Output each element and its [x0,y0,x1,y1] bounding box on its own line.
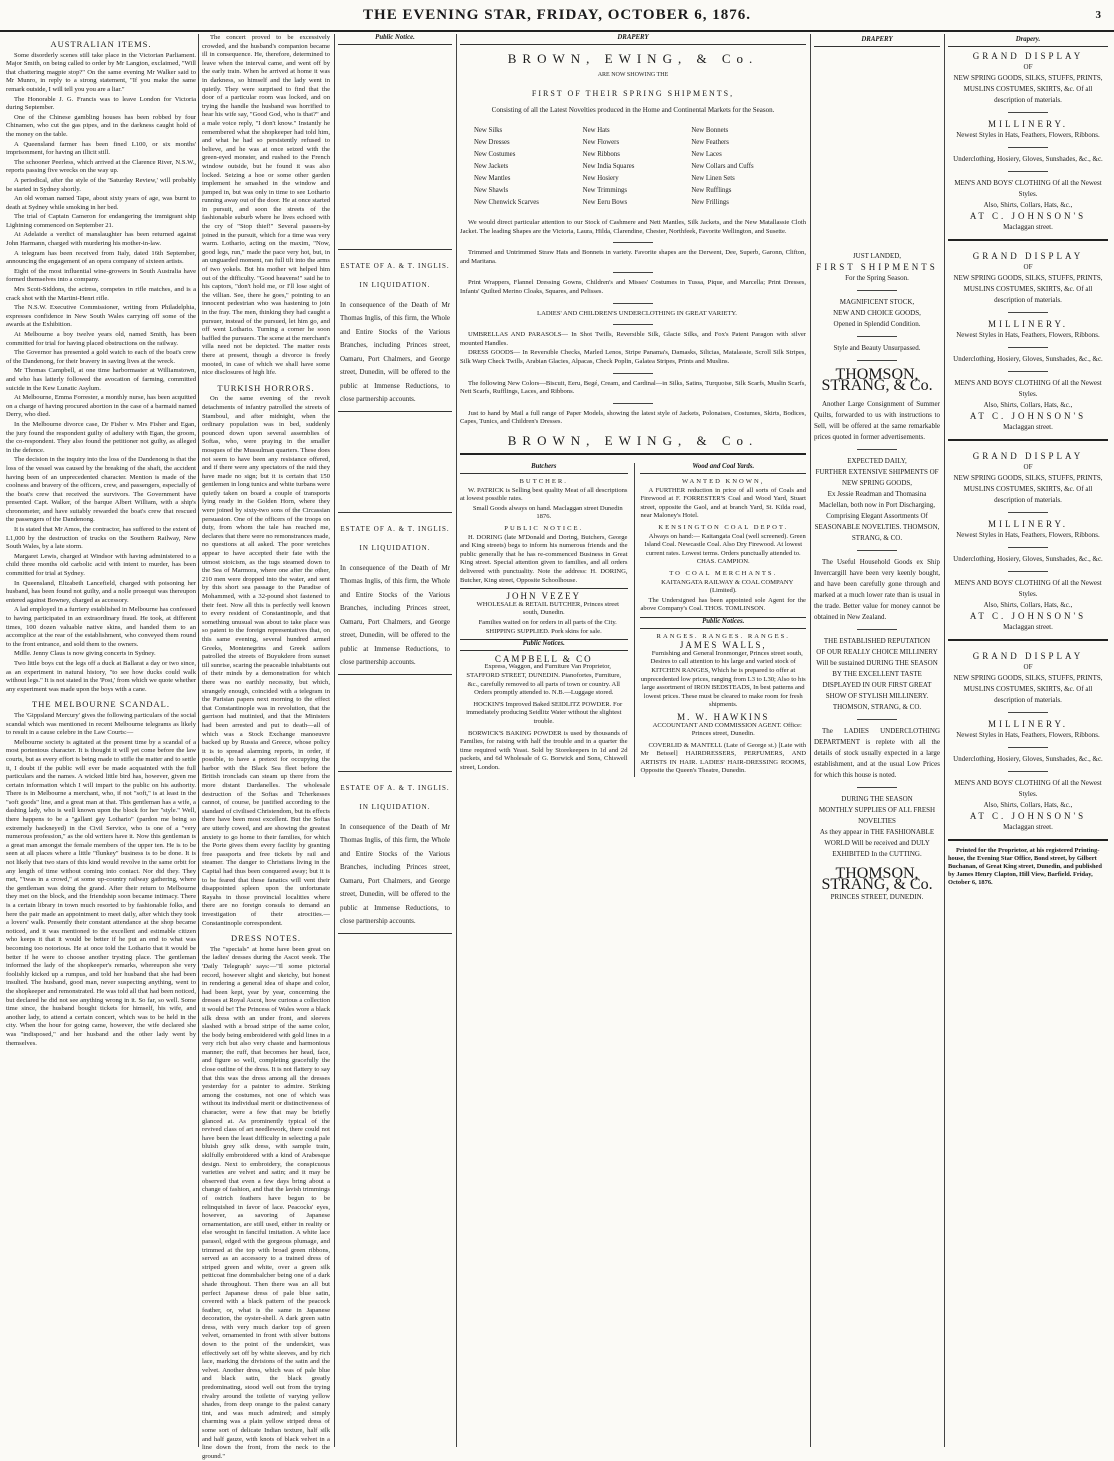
article-paragraph: The decision in the inquiry into the loss of the Dandenong is that the loss of the vessel was caused by the breaking of the shaft, the accident having been of an unprecedented character. Mention is made of the coolness and bravery of the officers, crew, and passengers, especially of the boat's crew that received the survivors. The Government have presented Capt. Walker, of the barque Albert William, with a ship's chronometer, and have suitably rewarded the boat's crew that rescued the passengers of the Dandenong. [6,456,196,524]
ad-line: MILLINERY. [987,719,1069,729]
divider [857,629,897,630]
first-shipments: FIRST OF THEIR SPRING SHIPMENTS, [531,88,735,98]
divider [857,719,897,720]
article-paragraph: The Governor has presented a gold watch to each of the boat's crew of the Dandenong, for their bravery in saving lives at the wreck. [6,349,196,365]
goods-item: New Hats [582,126,610,134]
article-paragraph: On the same evening of the revolt detachments of infantry patrolled the streets of Stamboul, and after midnight, when the ordinary population was in bed, suddenly pounced down upon several assemblies of Softas, who, were praying in the smaller mosques of the Mussulman quarters. These does not seem to have been any resistance offered, and if there were any spectators of the raid they have made no sign; but it is certain that 150 gentlemen in long tunics and white turbans were quietly taken on board a couple of transports lying ready in the Golden Horn, where they were joined by sixty-two sons of the Circassian persuasion. One of the officers of the troops on duty, from whom the tale has reached me, declares that there were no remonstrances made, no questions at all asked. The poor wretches appear to have accepted their fate with the utmost stoicism, as the tugs steamed down to the Sea of Marmora, where one after the other, 210 men were dropped into the water, and sent by this short sea passage to the Paradise of Mohammed, with a 32-pound shot fastened to their feet. Now all this is perfectly well known to every resident of Constantinople, and that something unusual was about to take place was so patent to the foreign representatives that, on this same evening, several hundred armed Greeks, Montenegrins and Greek sailors patrolled the streets of Buyukdere from sunset till sunrise, scaring the peaceable inhabitants out of their minds by a demonstration for which there was no earthly necessity, but which, strangely enough, coincided with a telegram in the Parisian papers next morning to the effect that Constantinople was in revolution, that the garrison had mutinied, and that the Ministers had been arrested and put to death—all of which was a Stock Exchange manoeuvre backed up by Russia and Greece, whose policy it is to spread alarming reports, in order, if possible, to have a pretext for occupying the harbor with the Black Sea fleet before the British ironclads can steam up there from the more distant Dardanelles. The wholesale destruction of the Softas and Tcherkesses cannot, of course, be justified according to the standard of civilised Christendom, but its effects there have been most excellent. But the Softas are utterly cowed, and are showing the greatest anxiety to go home to their families, for which the Porte gives them every facility by granting free passports and free tickets by rail and steamer. The danger to Christians living in the Capital had thus been conquered away; but it is to be feared that these fanatics will vent their disappointed spleen upon the unfortunate Rayahs in those provincial localities where there are no foreign consuls to demand an investigation of their atrocities.—Constantinople correspondent. [202,395,330,927]
ad-line: DURING THE SEASON [841,795,913,803]
article-paragraph: Some disorderly scenes still take place in the Victorian Parliament. Major Smith, on being called to order by Mr Langton, exclaimed, "Will that chattering magpie stop?" On the same evening Mr Walker said to Mr Munro, in reply to a strong statement, "If you make the same remark outside, I will tell you you are a liar." [6,51,196,93]
ad-title: M. W. HAWKINS [677,711,770,722]
column-thomson-strang [814,34,940,1447]
ad-line: PRINCES STREET, DUNEDIN. [830,893,924,901]
ad-line: AT C. JOHNSON'S [969,611,1087,621]
column-brown-ewing [460,34,806,1447]
divider [1008,112,1048,113]
masthead-title: THE EVENING STAR, FRIDAY, OCTOBER 6, 1876. [363,7,751,23]
article-paragraph: The "specials" at home have been great on the ladies' dresses during the Ascot week. The 'Daily Telegraph' says:—"Il some pictorial record, however slight and sketchy, but honest in rendering a general idea of shape and color, had been kept, year by year, concerning the dresses at Royal Ascot, how curious a collection it would be! The Princess of Wales wore a black silk dress with an under front, and sleeves slashed with a broad stripe of the same color, the body being embroidered with gold lines in a very rich but also very chaste and harmonious manner; the ruff, that becomes her head, face, and figure so well, completing gracefully the close outline of the dress. It is not flattery to say that this was the dress among all the dresses yesterday for a painter to admire. Striking among the costumes, not one of which was without its individual merit or distinctiveness of character, were a few that may be briefly glanced at. As prominently typical of the revived class of art needlework, there could not have been the least difficulty in selecting a pale bluish grey silk dress, with sample train, skilfully embroidered with a kind of Arabesque design. Next to embroidery, the conspicuous varieties are velvet and satin; and it may be observed that even a few days bring about a change of fashion, and that the lavish trimmings of ostrich feathers have begun to be relinquished in favor of lace. Peacocks' eyes, however, as savoring of Japanese ornamentation, are still used, either in reality or else wrought in fanciful imitation. A white lace parasol, edged with the gorgeous plumage, and trimmed at the top with broad green ribbons, served as an accessory to a trained dress of striped green and white, over a green silk petticoat fine dommbalcher being one of a dark shade throughout. Then there was an all but perfect Japanese dress of pale blue satin, covered with a black pattern of the peacock feather, or, what is the same in Japanese decoration, the oyster-shell. A dark green satin dress, with very much darker top of green velvet, ornamented in front with silver buttons down to the point of the underskirt, was effectively set off by white sleeves, and by rich lace, marking the divisions of the satin and the velvet. Another dress, which was of pale blue and black satin, the black greatly predominating, stood well out from the trying rivalry around the toilette of varying yellow shades, from deep orange to the palest canary tint, and was much admired; and simply charming was a plain yellow striped dress of some sort of delicate Indian texture, half silk and half gauze, with knots of black velvet in a line down the front, from the neck to the ground." [202,945,330,1460]
divider [613,324,653,325]
article-paragraph: The schooner Peerless, which arrived at the Clarence River, N.S.W., reports passing five wrecks on the way up. [6,158,196,175]
goods-item: New Frillings [691,198,729,206]
johnson-ad [948,51,1108,241]
article-paragraph: Mr Thomas Campbell, at one time harbormaster at Williamstown, and who has latterly followed the avocation of farming, committed suicide in the Kew Lunatic Asylum. [6,367,196,392]
section-header: Wood and Coal Yards. [640,463,806,474]
ad-line: Maclaggan street. [1003,423,1053,431]
ad-line: Newest Styles in Hats, Feathers, Flowers, Ribbons. [956,131,1100,139]
column-rule [334,34,335,1447]
ad-paragraph: Small Goods always on hand. Maclaggan street Dunedin 1876. [472,504,623,521]
ad-line: Newest Styles in Hats, Feathers, Flowers, Ribbons. [956,731,1100,739]
butchers-section [460,463,628,777]
goods-item: New Dresses [474,138,510,146]
ad-line: MILLINERY. [987,519,1069,529]
estate-title: ESTATE OF A. & T. INGLIS. [340,783,450,792]
ad-title: GRAND DISPLAY [972,51,1084,61]
ad-line: Also, Shirts, Collars, Hats, &c., [983,601,1073,609]
goods-item: New Bonnets [691,126,729,134]
divider [857,336,897,337]
johnson-ad [948,651,1108,841]
goods-item: New Linen Sets [691,174,735,182]
ad-title: GRAND DISPLAY [972,451,1084,461]
article-paragraph: An old woman named Tape, about sixty years of age, was burnt to death at Sydney while smoking in her bed. [6,195,196,211]
goods-item: New Silks [474,126,503,134]
article-paragraph: The trial of Captain Cameron for endangering the immigrant ship Lightning commenced on September 21. [6,213,196,229]
estate-subtitle: IN LIQUIDATION. [359,281,431,290]
divider [1008,571,1048,572]
divider [1008,371,1048,372]
goods-item: New Shawls [474,186,509,194]
ad-paragraph: LADIES' AND CHILDREN'S UNDERCLOTHING IN GREAT VARIETY. [537,309,737,317]
ad-line: OF OUR REALLY CHOICE MILLINERY [816,648,938,656]
section-header: Drapery. [948,34,1108,47]
ad-line: Underclothing, Hosiery, Gloves, Sunshades, &c., &c. [953,155,1103,163]
ad-line: NEW SPRING GOODS, SILKS, STUFFS, PRINTS, MUSLINS COSTUMES, SKIRTS, &c. Of all description of materials. [953,474,1103,504]
column-rule [634,463,635,777]
divider [857,449,897,450]
ad-paragraph: BORWICK'S BAKING POWDER is used by thousands of Families, for raising with half the trouble and in a quarter the time required with Yeast. Sold by Storekeepers in 1d and 2d packets, and 6d Wholesale of G. Borwick and Sons, Chiswell street, London. [460,729,628,771]
ad-line: Newest Styles in Hats, Feathers, Flowers, Ribbons. [956,531,1100,539]
section-header: DRAPERY [814,34,940,47]
ad-title: KENSINGTON COAL DEPOT. [658,524,789,532]
article-paragraph: Mrs Scott-Siddons, the actress, competes in rifle matches, and is a crack shot with the Martini-Henri rifle. [6,286,196,302]
divider [1008,771,1048,772]
divider [1008,512,1048,513]
ad-paragraph: UMBRELLAS AND PARASOLS— In Shot Twills, Reversible Silk, Glacie Silks, and Fox's Patent Paragon with silver mounted Handles. [460,331,806,347]
ad-line: MEN'S AND BOYS' CLOTHING Of all the Newest Styles. [954,779,1102,798]
ad-line: Ex Jessie Readman and Thomasina Maclellan, both now in Port Discharging, Comprising Elegant Assortments Of SEASONABLE NOVELTIES. THOMSON, STRANG, & CO. [814,490,940,542]
heading-australian-items: AUSTRALIAN ITEMS. [50,39,152,49]
article-paragraph: Two little boys cut the legs off a duck at Ballarat a day or two since, as an experiment in natural history, "to see how ducks could walk without legs." It is not stated in the 'Post,' from which we quote whether any experiment was made upon the boys with a cane. [6,659,196,693]
article-paragraph: In Queensland, Elizabeth Lancefield, charged with poisoning her husband, has been found not guilty, and a nolle prosequi was thereupon entered against Bowney, charged as accessory. [6,579,196,604]
divider [613,303,653,304]
ad-line: Maclaggan street. [1003,623,1053,631]
ad-paragraph: WHOLESALE & RETAIL BUTCHER, Princes street south, Dunedin. [476,600,619,617]
goods-item: New Eeru Bows [582,198,628,206]
ad-line: MEN'S AND BOYS' CLOTHING Of all the Newest Styles. [954,379,1102,398]
goods-item: New Collars and Cuffs [691,162,754,170]
firm-title: THOMSON, STRANG, & Co. [821,865,933,893]
heading-turkish-horrors: TURKISH HORRORS. [217,382,315,393]
article-paragraph: Margaret Lewis, charged at Windsor with having administered to a child three months old carbolic acid with intent to murder, has been committed for trial at Sydney. [6,552,196,578]
column-rule [456,34,457,1447]
ad-title: RANGES. RANGES. RANGES. [656,632,790,640]
column-johnson [948,34,1108,1447]
goods-item: New India Squares [582,162,635,170]
ad-line: Also, Shirts, Collars, Hats, &c., [983,801,1073,809]
ad-paragraph: H. DORING (late M'Donald and Doring, Butchers, George and King streets) begs to inform his numerous friends and the public generally that he has re-commenced Business in Great King street. Special attention given to families, and all orders delivered with punctuality. Note the address: H. DORING, Butcher, King street, Opposite Schoolhouse. [460,533,628,584]
heading-melbourne-scandal: THE MELBOURNE SCANDAL. [32,699,170,710]
ad-paragraph: We would direct particular attention to our Stock of Cashmere and Nett Mantles, Silk Jackets, and the New Matallassie Cloth Jacket. The leading Shapes are the Victoria, Laura, Hilda, Clarendine, Chester, Northfeek, Favorite Wellington, and Susette. [460,218,806,235]
ad-paragraph: The following New Colors—Biscuit, Eeru, Begé, Cream, and Cardinal—in Silks, Satins, Turquoise, Silk Scarfs, Muslin Scarfs, Nett Scarfs, Rufflings, Laces, and Ribbons. [460,379,806,396]
article-paragraph: Eight of the most influential wine-growers in South Australia have formed themselves into a company. [6,267,196,284]
firm-title: THOMSON, STRANG, & Co. [821,366,933,394]
estate-body: In consequence of the Death of Mr Thomas Inglis, of this firm, the Whole and Entire Stocks of the Various Branches, including Princes street, Oamaru, Port Chalmers, and George street, Dunedin, will be offered to the public at Immense Reductions, to close partnership accounts. [340,822,450,926]
estate-title: ESTATE OF A. & T. INGLIS. [340,261,450,270]
ad-line: OF [1023,263,1033,271]
divider [1008,171,1048,172]
johnson-ad [948,251,1108,441]
ad-line: Underclothing, Hosiery, Gloves, Sunshades, &c., &c. [953,555,1103,563]
ad-line: MILLINERY. [987,319,1069,329]
goods-list [460,121,806,213]
firm-title: BROWN, EWING, & Co. [460,437,806,456]
ad-line: OF [1023,63,1033,71]
column-public-notice [338,34,452,1447]
article-paragraph: The Honorable J. G. Francis was to leave London for Victoria during September. [6,95,196,112]
article-paragraph: At Melbourne, Emma Forrester, a monthly nurse, has been acquitted on a charge of having procured abortion in the case of a barmaid named Derry, who died. [6,394,196,419]
ad-line: OF [1023,463,1033,471]
article-paragraph: Mdlle. Jenny Claus is now giving concerts in Sydney. [14,650,156,658]
column-rule [944,34,945,1447]
johnson-ad [948,451,1108,641]
article-paragraph: The concert proved to be excessively crowded, and the husband's companion became ill in consequence. He, therefore, determined to leave when the interval came, and went off by the early train. When he arrived at home it was in darkness, so himself and the lady went in quietly. They were surprised to find that the door of a particular room was locked, and on trying the handle the husband was horrified to hear his wife say, "Good God, who is that?" and a male voice reply, "I don't know." Instantly he remembered what the shopkeeper had told him, and what he had so persistently refused to believe, and he was at once seized with the green-eyed monster, and rushed to the French window outside, but he found it was also locked. Seizing a hoe or some other garden implement he smashed in the window and jumped in, but was only in time to see Lothario running away out of the door. He at once started in pursuit, and soon the streets of the fashionable suburb where he lives echoed with the cry of "Stop thief!" Several passers-by joined in the pursuit, which for a time was very warm. Lothario, acting on the maxim, "Now, good legs, run," made the pace very hot, but, in an unguarded moment, ran full tilt into the arms of two yokels. But his mother wit helped him out of the difficulty. "Good heavens!" said he to his captors, "don't hold me, or I'll lose sight of the villian. See, there he goes," pointing to an innocent pedestrian who was hastening to join in the fray. The men, thinking they had caught a pursuer, instead of the pursued, let him go, and off went Lothario. Turning a corner he soon baffled the pursuers. The scene at the merchant's villa need not be depicted. The matter rests there at present, though a divorce is freely mooted, in case of which we shall have some nice disclosures of high life. [202,34,331,377]
ad-paragraph: Always on hand:— Kaitangata Coal (well screened). Green Island Coal. Newcastle Coal. Also Dry Firewood. At lowest current rates. Lowest terms. Orders punctually attended to. CHAS. CAMPION. [644,532,806,566]
divider [857,787,897,788]
ad-paragraph: KAITANGATA RAILWAY & COAL COMPANY (Limited). [661,578,794,595]
estate-subtitle: IN LIQUIDATION. [359,803,431,812]
estate-body: In consequence of the Death of Mr Thomas Inglis, of this firm, the Whole and Entire Stocks of the Various Branches, including Princes street, Oamaru, Port Chalmers, and George street, Dunedin, will be offered to the public at Immense Reductions, to close partnership accounts. [340,563,450,667]
article-paragraph: It is stated that Mr Amos, the contractor, has suffered to the extent of L1,000 by the destruction of trucks on the Southern Railway, New South Wales, by a late storm. [6,526,196,551]
goods-item: New Flowers [582,138,620,146]
ad-line: NEW SPRING GOODS, SILKS, STUFFS, PRINTS, MUSLINS COSTUMES, SKIRTS, &c. Of all description of materials. [953,674,1103,704]
ad-line: Maclaggan street. [1003,223,1053,231]
divider [857,360,897,361]
ad-line: MILLINERY. [987,119,1069,129]
ad-title: GRAND DISPLAY [972,651,1084,661]
ad-line: Underclothing, Hosiery, Gloves, Sunshades, &c., &c. [953,355,1103,363]
ad-line: Will be sustained DURING THE SEASON BY THE EXCELLENT TASTE DISPLAYED IN OUR FIRST GREAT SHOW OF STYLISH MILLINERY. THOMSON, STRANG, & CO. [816,659,938,711]
article-paragraph: A lad employed in a furriery established in Melbourne has confessed to having participated in an extraordinary fraud. He took, at different times, 100 dozen valuable native skins, and handed them to an accomplice at the rear of the establishment, who conveyed them round to the front entrance, and sold them to the owners. [6,606,196,648]
divider [857,290,897,291]
goods-item: New Feathers [691,138,729,146]
section-header: Public Notices. [460,639,628,651]
article-paragraph: At Melbourne a boy twelve years old, named Smith, has been committed for trial for having placed obstructions on the railway. [6,331,196,347]
ad-line: FIRST SHIPMENTS [816,262,938,272]
ad-line: Also, Shirts, Collars, Hats, &c., [983,201,1073,209]
divider [613,403,653,404]
ad-paragraph: The LADIES UNDERCLOTHING DEPARTMENT is replete with all the details of stock usually expected in a large establishment, and at the usual Low Prices for which this house is noted. [814,727,940,779]
ad-line: AT C. JOHNSON'S [969,811,1087,821]
ad-line: MONTHLY SUPPLIES OF ALL FRESH NOVELTIES [818,806,936,825]
ad-paragraph: ACCOUNTANT AND COMMISSION AGENT. Office: Princes street, Dunedin. [652,721,802,738]
ad-line: AT C. JOHNSON'S [969,411,1087,421]
ad-paragraph: The Undersigned has been appointed sole Agent for the above Company's Coal. THOS. TOMLINSON. [640,596,806,613]
ad-paragraph: HOCKIN'S Improved Baked SEIDLITZ POWDER. For immediately producing Seidlitz Water without the slightest trouble. [466,700,623,725]
estate-notice [338,249,452,412]
divider [1008,747,1048,748]
ad-paragraph: Trimmed and Untrimmed Straw Hats and Bonnets in variety. Favorite shapes are the Derwent, Dee, Superb, Garonn, Clifton, and Maritana. [460,249,806,265]
ad-title: PUBLIC NOTICE. [504,525,584,533]
divider [1008,547,1048,548]
ad-title: BUTCHER. [519,478,568,486]
divider [613,272,653,273]
ad-paragraph: Another Large Consignment of Summer Quilts, forwarded to us with instructions to Sell, will be offered at the same remarkable prices quoted in former advertisements. [814,400,940,441]
ad-paragraph: W. PATRICK is Selling best quality Meat of all descriptions at lowest possible rates. [460,486,628,503]
coal-section [640,463,806,777]
ad-line: MAGNIFICENT STOCK, [839,298,915,306]
divider [1008,147,1048,148]
ad-line: OF [1023,663,1033,671]
article-paragraph: At Adelaide a verdict of manslaughter has been returned against John Harmann, charged with murdering his mother-in-law. [6,231,196,248]
article-paragraph: The N.S.W. Executive Commissioner, writing from Philadelphia, expresses confidence in New South Wales carrying off some of the awards at the Exhibition. [6,304,196,329]
ad-paragraph: A FURTHER reduction in price of all sorts of Coals and Firewood at F. FORRESTER'S Coal and Wood Yard, Stuart street, opposite the Gaol, and at branch Yard, St. Kilda road, near Maloney's Hotel. [640,486,806,520]
estate-body: In consequence of the Death of Mr Thomas Inglis, of this firm, the Whole and Entire Stocks of the Various Branches, including Princes street, Oamaru, Port Chalmers, and George street, Dunedin, will be offered to the public at Immense Reductions, to close partnership accounts. [340,300,450,404]
estate-subtitle: IN LIQUIDATION. [359,544,431,553]
ad-line: NEW AND CHOICE GOODS, [833,309,921,317]
article-paragraph: A telegram has been received from Italy, dated 16th September, announcing the engagement of an opera company of sixteen artists. [6,249,196,266]
estate-notice [338,512,452,675]
ad-paragraph: COVERLID & MANTELL (Late of George st.) [Late with Mr Beissel] HAIRDRESSERS, PERFUMERS, AND ARTISTS IN HAIR. LADIES' HAIR-DRESSING ROOMS, Opposite the Queen's Theatre, Dunedin. [640,741,806,775]
goods-item: New Chenwick Scarves [474,198,539,206]
ad-line: EXPECTED DAILY, [847,457,907,465]
consisting-text: Consisting of all the Latest Novelties produced in the Home and Continental Markets for the Season. [491,106,775,115]
ad-line: AT C. JOHNSON'S [969,211,1087,221]
imprint: Printed for the Proprietor, at his registered Printing-house, the Evening Star Office, Bond street, by Gilbert Buchanan, of Great King street, Dunedin, and published by James Henry Clapton, Hill View, Barfield. Friday, October 6, 1876. [948,847,1102,886]
goods-item: New Jackets [474,162,509,170]
article-paragraph: The 'Gippsland Mercury' gives the following particulars of the social scandal which was mentioned in recent Melbourne telegrams as likely to result in a cause celebre in the Law Courts:— [6,711,196,737]
section-header: Public Notice. [338,34,452,45]
ad-title: TO COAL MERCHANTS. [669,570,778,577]
section-header: Butchers [460,463,628,474]
goods-item: New Ribbons [582,150,620,158]
divider [613,242,653,243]
ad-line: Style and Beauty Unsurpassed. [833,344,921,352]
ad-title: CAMPBELL & CO [494,653,593,664]
goods-item: New Rufflings [691,186,732,194]
article-paragraph: One of the Chinese gambling houses has been robbed by four Chinamen, who cut the gas pipes, and in the darkness caught hold of the money on the table. [6,113,196,138]
heading-dress-notes: DRESS NOTES. [230,933,302,944]
goods-item: New Laces [691,150,722,158]
article-paragraph: A Queensland farmer has been fined L100, or six months' imprisonment, for having an illicit still. [6,140,196,157]
masthead [0,0,1114,32]
column-rule [198,34,199,1447]
column-australian-items [6,34,196,1447]
ad-line: As they appear in THE FASHIONABLE WORLD Will be received and DULY EXHIBITED In the CUTTING. [819,828,935,858]
page-number: 3 [1095,9,1102,21]
ad-line: MEN'S AND BOYS' CLOTHING Of all the Newest Styles. [954,179,1102,198]
ad-title: WANTED KNOWN, [682,478,765,486]
divider [1008,347,1048,348]
divider [613,373,653,374]
ad-paragraph: The Useful Household Goods ex Ship Invercargill have been very keenly bought, and have been carefully gone through and marked at a much lower rate than is usual in the trade. Better value for money cannot be obtained in New Zealand. [814,558,940,621]
ad-line: Also, Shirts, Collars, Hats, &c., [983,401,1073,409]
ad-line: JUST LANDED, [852,252,902,260]
ad-line: Maclaggan street. [1003,823,1053,831]
now-showing: ARE NOW SHOWING THE [597,72,669,79]
ad-line: MEN'S AND BOYS' CLOTHING Of all the Newest Styles. [954,579,1102,598]
divider [1008,712,1048,713]
ad-paragraph: Families waited on for orders in all parts of the City. SHIPPING SUPPLIED. Pork skins for sale. [478,618,617,635]
goods-item: New Trimmings [582,186,628,194]
ad-paragraph: Express, Waggon, and Furniture Van Proprietor, STAFFORD STREET, DUNEDIN. Pianofortes, Furniture, &c., carefully removed to all parts of town or country. All Orders promptly attended to. N.B.—Luggage stored. [466,663,622,697]
estate-title: ESTATE OF A. & T. INGLIS. [340,524,450,533]
ad-title: JOHN VEZEY [460,588,628,601]
ad-line: NEW SPRING GOODS, SILKS, STUFFS, PRINTS, MUSLINS COSTUMES, SKIRTS, &c. Of all description of materials. [953,274,1103,304]
goods-item: New Costumes [474,150,516,158]
column-rule [810,34,811,1447]
ad-paragraph: Just to hand by Mail a full range of Paper Models, showing the latest style of Jackets, Polonaises, Costumes, Skirts, Bodices, Capes, Tunics, and Children's Dresses. [460,409,806,426]
ad-line: FURTHER EXTENSIVE SHIPMENTS OF NEW SPRING GOODS, [815,468,939,487]
ad-title: GRAND DISPLAY [972,251,1084,261]
divider [1008,312,1048,313]
ad-line: Newest Styles in Hats, Feathers, Flowers, Ribbons. [956,331,1100,339]
ad-line: THE ESTABLISHED REPUTATION [823,637,931,645]
firm-title: BROWN, EWING, & Co. [507,50,759,66]
estate-notice [338,771,452,934]
ad-paragraph: Print Wrappers, Flannel Dressing Gowns, Children's and Misses' Costumes in Tussa, Pique, and Marcella; Print Dresses, Infants' Quilted Merino Cloaks, Squares, and Pelisses. [460,279,806,295]
ad-paragraph: DRESS GOODS— In Reversible Checks, Marled Lenos, Stripe Panama's, Damasks, Silicias, Matalassie, Scroll Silk Stripes, Silk Warp Check Twills, Arabian Glacies, Alpacas, Check Poplin, Galatea Stripes, Prints and Muslins. [460,349,806,365]
article-paragraph: In the Melbourne divorce case, Dr Fisher v. Mrs Fisher and Egan, the jury found the respondent guilty of adultery with Egan, the groom, the co-respondent. They also found the petitioner not guilty, as alleged in the defence. [6,420,196,454]
article-paragraph: A periodical, after the style of the 'Saturday Review,' will probably be started in Sydney shortly. [6,176,196,193]
goods-item: New Mantles [474,174,511,182]
section-header: DRAPERY [460,34,806,45]
ad-line: NEW SPRING GOODS, SILKS, STUFFS, PRINTS, MUSLINS COSTUMES, SKIRTS, &c. Of all description of materials. [953,74,1103,104]
ad-line: Opened in Splendid Condition. [833,320,921,328]
column-articles [202,34,331,1460]
article-paragraph: Melbourne society is agitated at the present time by a scandal of a most portentous character. It is thought it will yet come before the law courts, but as every effort is being made to stifle the matter and to settle it, I doubt if the public will ever be made acquainted with the full particulars and the names. A wicked little bird has, however, given me certain information which I will impart to the public on his authority. There is in Melbourne a merchant, who, if not "soft," is at least in the "soft goods" line, and a great man at that. This gentleman has a wife, a dashing lady, who is well known upon the block for her "style." Well, there happens to be a "gallant gay Lothario" (pardon me being so extremely hackneyed) in the Civil Service, who is one of a "very numerous profession," as the old writers have it. Now this gentleman is a great man amongst the female members of the upper ten. He is to be seen at all places where a little "flunkey" business is to be done. It is not likely that two stars of this kind would revolve in the same orbit for any length of time without coming into contact. Nor did they. They met, "'twas in a crowd," at some up-country railway gathering, where the gentleman was doing the grand. After their return to Melbourne they met on the block, and the friendship soon became intimacy. There is a certain library in town much resorted to by fashionable folks, and here the pair made an appointment to meet daily, after which they took a lovers' walk. Presently their constant attendance at the shop became noticed, and it was mentioned to the excellent and estimable citizen who keeps it that it would be better if he put an end to what was becoming too notorious. He at once told the Lothario that it would be better if he were to choose another trysting place. The gentleman informed the lady of the shopkeeper's remarks, whereupon she very foolishly kicked up a rumpus, and told her husband that she had been insulted. The husband, good man, never suspecting anything, went to the shopkeeper and remonstrated. He was told all that had been noticed, but declared he did not see anything wrong in it. So far, so well. Some time since, the husband bought tickets for himself, his wife, and another lady, to attend a certain concert, which was to be held in the city. When the hour for going came, however, the wife declared she was "indisposed," and her husband and the other lady went by themselves. [6,738,196,1047]
ad-line: For the Spring Season. [845,274,909,282]
ad-line: Underclothing, Hosiery, Gloves, Sunshades, &c., &c. [953,755,1103,763]
ad-title: JAMES WALLS, [679,640,767,651]
goods-item: New Hosiery [582,174,619,182]
section-header: Public Notices. [640,617,806,629]
divider [857,550,897,551]
ad-paragraph: Furnishing and General Ironmonger, Princes street south, Desires to call attention to his large and varied stock of KITCHEN RANGES, Which he is prepared to offer at unprecedented low prices, ranging from L3 to L30; Also to his large assortment of IRON BEDSTEADS, In best patterns and lowest prices. These must be cleared to make room for fresh shipments. [640,649,806,709]
